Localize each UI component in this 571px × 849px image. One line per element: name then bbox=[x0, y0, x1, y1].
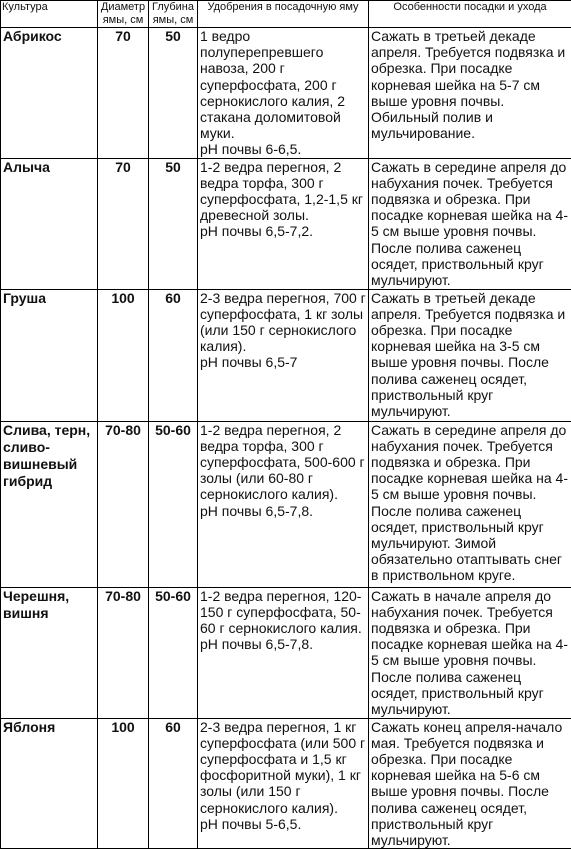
row-culture: Груша bbox=[1, 289, 98, 421]
table-body bbox=[1, 28, 571, 849]
row-culture: Яблоня bbox=[1, 718, 98, 849]
row-depth: 50 bbox=[149, 158, 198, 289]
row-notes: Сажать в середине апреля до набухания почек. Требуется подвязка и обрезка. При посадке корневая шейка на 4-5 см выше уровня почвы. После полива саженец осядет, приствольный круг мульчируют. Зимой обязательно отаптывать снег в приствольном круге. bbox=[369, 421, 571, 587]
row-fertilizers: 1-2 ведра перегноя, 120-150 г суперфосфата, 50-60 г сернокислого калия. рН почвы 6,5-7,8. bbox=[198, 587, 369, 718]
table-row bbox=[1, 158, 571, 289]
table-row bbox=[1, 289, 571, 421]
table-row bbox=[1, 587, 571, 718]
row-notes: Сажать в середине апреля до набухания почек. Требуется подвязка и обрезка. При посадке корневая шейка на 4-5 см выше уровня почвы. После полива саженец осядет, приствольный круг мульчируют. bbox=[369, 158, 571, 289]
header-diameter: Диаметр ямы, см bbox=[98, 1, 149, 28]
row-notes: Сажать в начале апреля до набухания почек. Требуется подвязка и обрезка. При посадке корневая шейка на 4-5 см выше уровня почвы. После полива саженец осядет, приствольный круг мульчируют. bbox=[369, 587, 571, 718]
row-depth: 60 bbox=[149, 289, 198, 421]
row-depth: 50-60 bbox=[149, 421, 198, 587]
row-diameter: 70-80 bbox=[98, 587, 149, 718]
header-row bbox=[1, 1, 571, 28]
header-culture: Культура bbox=[1, 1, 98, 28]
table-row bbox=[1, 28, 571, 159]
row-fertilizers: 1-2 ведра перегноя, 2 ведра торфа, 300 г суперфосфата, 1,2-1,5 кг древесной золы. рН почвы 6,5-7,2. bbox=[198, 158, 369, 289]
row-fertilizers: 1 ведро полуперепревшего навоза, 200 г суперфосфата, 200 г сернокислого калия, 2 стакана доломитовой муки. рН почвы 6-6,5. bbox=[198, 28, 369, 159]
row-depth: 50 bbox=[149, 28, 198, 159]
header-notes: Особенности посадки и ухода bbox=[369, 1, 571, 28]
row-fertilizers: 1-2 ведра перегноя, 2 ведра торфа, 300 г суперфосфата, 500-600 г золы (или 60-80 г сернокислого калия). рН почвы 6,5-7,8. bbox=[198, 421, 369, 587]
row-culture: Алыча bbox=[1, 158, 98, 289]
row-diameter: 100 bbox=[98, 718, 149, 849]
row-depth: 50-60 bbox=[149, 587, 198, 718]
row-fertilizers: 2-3 ведра перегноя, 1 кг суперфосфата (или 500 г суперфосфата и 1,5 кг фосфоритной муки), 1 кг золы (или 150 г сернокислого калия). рН почвы 5-6,5. bbox=[198, 718, 369, 849]
row-culture: Слива, терн, сливо-вишневый гибрид bbox=[1, 421, 98, 587]
row-diameter: 70 bbox=[98, 28, 149, 159]
row-fertilizers: 2-3 ведра перегноя, 700 г суперфосфата, 1 кг золы (или 150 г сернокислого калия). рН почвы 6,5-7 bbox=[198, 289, 369, 421]
row-notes: Сажать конец апреля-начало мая. Требуется подвязка и обрезка. При посадке корневая шейка на 5-6 см выше уровня почвы. После полива саженец осядет, приствольный круг мульчируют. bbox=[369, 718, 571, 849]
table-row bbox=[1, 718, 571, 849]
row-culture: Абрикос bbox=[1, 28, 98, 159]
header-depth: Глубина ямы, см bbox=[149, 1, 198, 28]
row-diameter: 70-80 bbox=[98, 421, 149, 587]
header-fertilizers: Удобрения в посадочную яму bbox=[198, 1, 369, 28]
row-notes: Сажать в третьей декаде апреля. Требуется подвязка и обрезка. При посадке корневая шейка на 5-7 см выше уровня почвы. Обильный полив и мульчирование. bbox=[369, 28, 571, 159]
row-diameter: 100 bbox=[98, 289, 149, 421]
table-row bbox=[1, 421, 571, 587]
table-header bbox=[1, 1, 571, 28]
row-diameter: 70 bbox=[98, 158, 149, 289]
row-culture: Черешня, вишня bbox=[1, 587, 98, 718]
row-depth: 60 bbox=[149, 718, 198, 849]
row-notes: Сажать в третьей декаде апреля. Требуется подвязка и обрезка. При посадке корневая шейка на 3-5 см выше уровня почвы. После полива саженец осядет, приствольный круг мульчируют. bbox=[369, 289, 571, 421]
